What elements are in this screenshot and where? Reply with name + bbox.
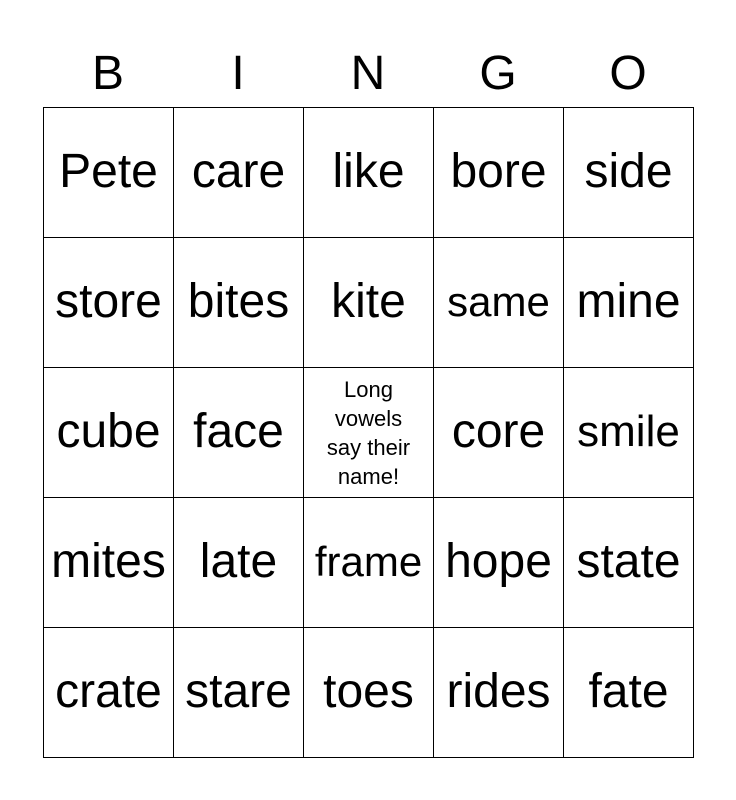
bingo-cell[interactable]: bites [174, 238, 304, 368]
bingo-cell[interactable]: frame [304, 498, 434, 628]
bingo-cell[interactable]: core [434, 368, 564, 498]
header-letter-g: G [479, 47, 517, 100]
bingo-cell[interactable]: face [174, 368, 304, 498]
bingo-cell[interactable]: hope [434, 498, 564, 628]
bingo-cell[interactable]: late [174, 498, 304, 628]
bingo-cell[interactable]: rides [434, 628, 564, 758]
bingo-cell[interactable]: Pete [44, 108, 174, 238]
bingo-cell[interactable]: mites [44, 498, 174, 628]
free-space-cell[interactable]: Long vowels say their name! [304, 368, 434, 498]
bingo-board [43, 107, 694, 758]
bingo-cell[interactable]: state [564, 498, 694, 628]
bingo-cell[interactable]: like [304, 108, 434, 238]
bingo-cell[interactable]: fate [564, 628, 694, 758]
header-letter-b: B [91, 47, 124, 100]
bingo-cell[interactable]: kite [304, 238, 434, 368]
bingo-cell[interactable]: cube [44, 368, 174, 498]
bingo-cell[interactable]: stare [174, 628, 304, 758]
bingo-cell[interactable]: smile [564, 368, 694, 498]
header-letter-o: O [609, 47, 647, 100]
header-letter-n: N [350, 47, 386, 100]
bingo-cell[interactable]: care [174, 108, 304, 238]
bingo-cell[interactable]: crate [44, 628, 174, 758]
bingo-cell[interactable]: store [44, 238, 174, 368]
bingo-cell[interactable]: side [564, 108, 694, 238]
bingo-cell[interactable]: bore [434, 108, 564, 238]
bingo-cell[interactable]: same [434, 238, 564, 368]
bingo-cell[interactable]: toes [304, 628, 434, 758]
header-letter-i: I [231, 47, 245, 100]
bingo-header [43, 40, 693, 108]
bingo-cell[interactable]: mine [564, 238, 694, 368]
